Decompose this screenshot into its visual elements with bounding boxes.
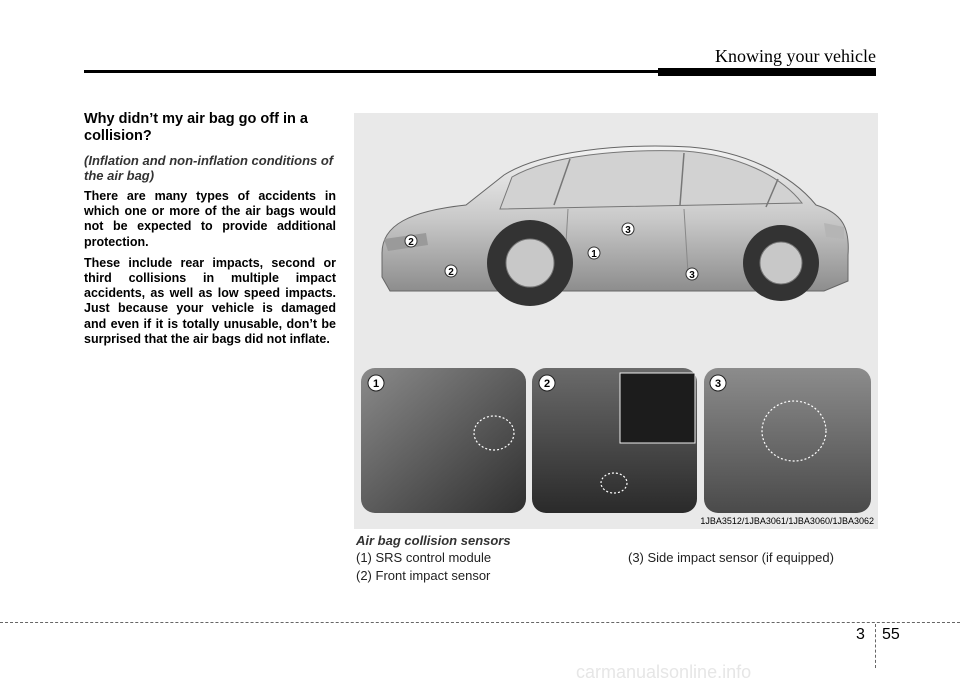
page-number: 55: [882, 626, 900, 643]
panel-callout-1: 1: [372, 378, 380, 390]
paragraph-2: These include rear impacts, second or third collisions in multiple impact accidents, as well as low speed impacts. Just because your vehicle is damaged and even if it is totally unusable, don’t be surprised that the air bags did not inflate.: [84, 255, 336, 346]
panel-callout-2: 2: [543, 378, 551, 390]
caption-item-2: (2) Front impact sensor: [356, 568, 491, 583]
paragraph-1: There are many types of accidents in which one or more of the air bags would not be expected to provide additional protection.: [84, 189, 336, 249]
chapter-number: 3: [856, 626, 865, 643]
caption-item-3: (3) Side impact sensor (if equipped): [628, 550, 834, 565]
footer-rule: [0, 622, 960, 623]
figure-caption-title: Air bag collision sensors: [356, 533, 511, 548]
callout-3-upper: 3: [625, 225, 631, 236]
text-column: [84, 111, 336, 353]
detail-panel-2: [532, 368, 697, 513]
header-bar: [658, 68, 876, 76]
car-illustration: [382, 146, 848, 306]
caption-item-1: (1) SRS control module: [356, 550, 492, 565]
sensor-figure: [354, 113, 878, 529]
header-rule: [84, 70, 658, 73]
figure-code: 1JBA3512/1JBA3061/1JBA3060/1JBA3062: [700, 516, 874, 526]
panel-callout-3: 3: [714, 378, 722, 390]
section-subheading: (Inflation and non-inflation conditions of the air bag): [84, 153, 334, 183]
section-heading: Why didn’t my air bag go off in a collision?: [84, 111, 308, 144]
detail-panel-3: [704, 368, 871, 513]
page-divider: [875, 624, 877, 668]
callout-2-front: 2: [408, 237, 414, 248]
detail-panel-1: [361, 368, 526, 513]
callout-1-car: 1: [591, 249, 597, 260]
running-header-title: Knowing your vehicle: [715, 46, 876, 66]
callout-3-lower: 3: [689, 270, 695, 281]
watermark: carmanualsonline.info: [576, 662, 752, 682]
callout-2-lower: 2: [448, 267, 454, 278]
figure-illustration: [354, 113, 878, 529]
